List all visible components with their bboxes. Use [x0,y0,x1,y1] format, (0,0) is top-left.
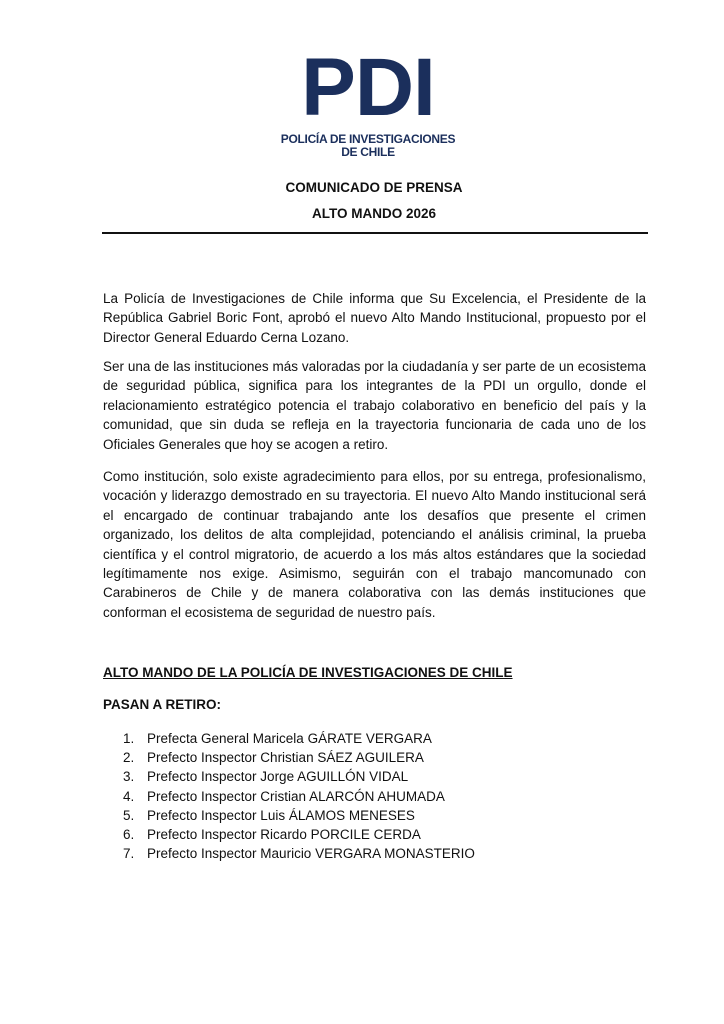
list-item [123,748,475,767]
paragraph-gratitude: Como institución, solo existe agradecimiento para ellos, por su entrega, profesionalismo, vocación y liderazgo demostrado en su trayectoria. El nuevo Alto Mando institucional será el encargado de continuar trabajando ante los desafíos que presente el crimen organizado, los delitos de alta complejidad, potenciando el análisis criminal, la prueba científica y el control migratorio, de acuerdo a los más altos estándares que la sociedad legítimamente nos exige. Asimismo, seguirán con el trabajo mancomunado con Carabineros de Chile y de manera colaborativa con las demás instituciones que conforman el ecosistema de seguridad de nuestro país. [103,469,646,620]
document-title: COMUNICADO DE PRENSA [285,180,463,195]
logo-mark: PDI [301,42,435,133]
header-divider [102,232,648,234]
section-title: ALTO MANDO DE LA POLICÍA DE INVESTIGACIONES DE CHILE [103,665,513,680]
list-number: 1. [123,731,135,746]
pdi-logo [0,42,724,159]
list-number: 6. [123,827,135,843]
list-item [123,729,475,748]
list-item [123,787,475,806]
document-subtitle: ALTO MANDO 2026 [311,206,437,221]
officer-name: Prefecto Inspector Cristian ALARCÓN AHUMADA [147,788,445,804]
list-number: 4. [123,788,135,804]
retire-heading: PASAN A RETIRO: [103,697,221,712]
officer-name: Prefecto Inspector Mauricio VERGARA MONASTERIO [147,846,475,862]
list-item [123,806,475,825]
list-number: 2. [123,750,135,766]
officer-name: Prefecto Inspector Jorge AGUILLÓN VIDAL [147,769,409,785]
officer-name: Prefecto Inspector Luis ÁLAMOS MENESES [147,807,415,823]
list-number: 7. [123,846,135,862]
logo-subtitle-line1: POLICÍA DE INVESTIGACIONES [280,132,456,146]
retire-list [123,729,475,863]
list-item [123,825,475,844]
officer-name: Prefecta General Maricela GÁRATE VERGARA [147,731,432,746]
logo-subtitle-line2: DE CHILE [341,145,395,159]
list-number: 3. [123,769,135,785]
list-item [123,767,475,786]
officer-name: Prefecto Inspector Ricardo PORCILE CERDA [147,827,421,843]
list-item [123,844,475,863]
officer-name: Prefecto Inspector Christian SÁEZ AGUILERA [147,750,424,766]
paragraph-institution: Ser una de las instituciones más valoradas por la ciudadanía y ser parte de un ecosistema de seguridad pública, significa para los integrantes de la PDI un orgullo, donde el relacionamiento estratégico potencia el trabajo colaborativo en beneficio del país y la comunidad, que sin duda se refleja en la trayectoria funcionaria de cada uno de los Oficiales Generales que hoy se acogen a retiro. [103,359,646,452]
paragraph-announcement: La Policía de Investigaciones de Chile informa que Su Excelencia, el Presidente de la República Gabriel Boric Font, aprobó el nuevo Alto Mando Institucional, propuesto por el Director General Eduardo Cerna Lozano. [103,291,646,345]
list-number: 5. [123,807,135,823]
